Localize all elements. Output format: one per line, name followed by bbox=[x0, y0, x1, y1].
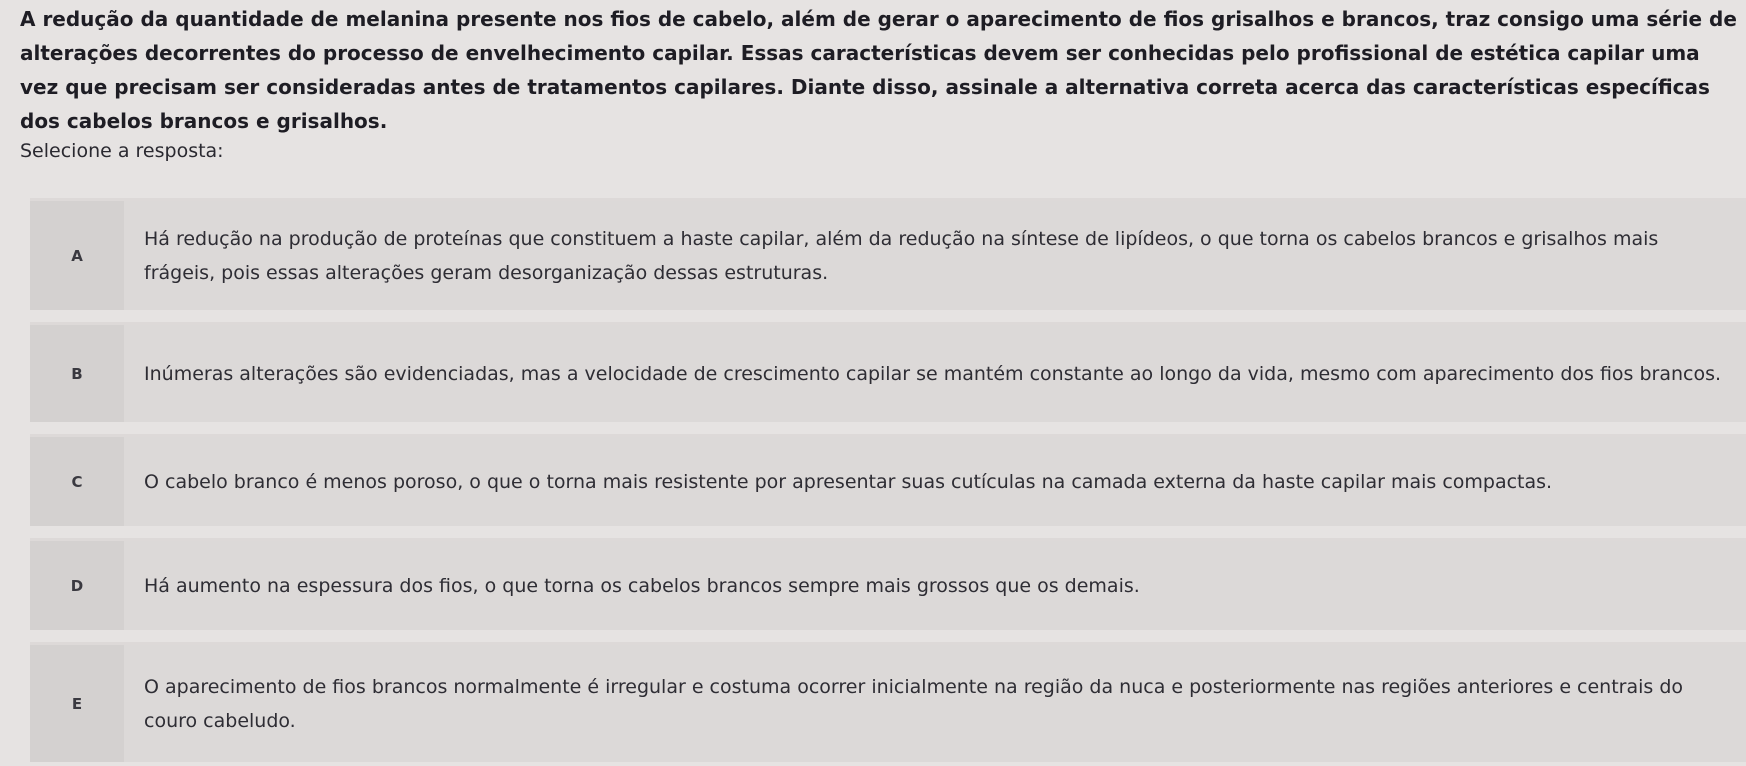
option-d[interactable] bbox=[30, 538, 1746, 630]
option-text: Inúmeras alterações são evidenciadas, mas a velocidade de crescimento capilar se mantém constante ao longo da vida, mesmo com aparecimento dos fios brancos. bbox=[124, 325, 1746, 422]
option-text: O aparecimento de fios brancos normalmente é irregular e costuma ocorrer inicialmente na região da nuca e posteriormente nas regiões anteriores e centrais do couro cabeludo. bbox=[124, 645, 1746, 762]
answer-options bbox=[30, 198, 1746, 762]
option-text: Há redução na produção de proteínas que constituem a haste capilar, além da redução na síntese de lipídeos, o que torna os cabelos brancos e grisalhos mais frágeis, pois essas alterações geram desorganização dessas estruturas. bbox=[124, 201, 1746, 310]
option-letter: E bbox=[30, 645, 124, 762]
option-e[interactable] bbox=[30, 642, 1746, 762]
option-letter: A bbox=[30, 201, 124, 310]
option-a[interactable] bbox=[30, 198, 1746, 310]
question-text: A redução da quantidade de melanina presente nos fios de cabelo, além de gerar o aparecimento de fios grisalhos e brancos, traz consigo uma série de alterações decorrentes do processo de envelhecimento capilar. Essas características devem ser conhecidas pelo profissional de estética capilar uma vez que precisam ser consideradas antes de tratamentos capilares. Diante disso, assinale a alternativa correta acerca das características específicas dos cabelos brancos e grisalhos. bbox=[20, 7, 1737, 133]
option-text: Há aumento na espessura dos fios, o que torna os cabelos brancos sempre mais grossos que os demais. bbox=[124, 541, 1746, 630]
option-letter: C bbox=[30, 437, 124, 526]
option-letter: D bbox=[30, 541, 124, 630]
option-text: O cabelo branco é menos poroso, o que o torna mais resistente por apresentar suas cutículas na camada externa da haste capilar mais compactas. bbox=[124, 437, 1746, 526]
answer-prompt: Selecione a resposta: bbox=[20, 140, 224, 162]
option-c[interactable] bbox=[30, 434, 1746, 526]
option-letter: B bbox=[30, 325, 124, 422]
option-b[interactable] bbox=[30, 322, 1746, 422]
